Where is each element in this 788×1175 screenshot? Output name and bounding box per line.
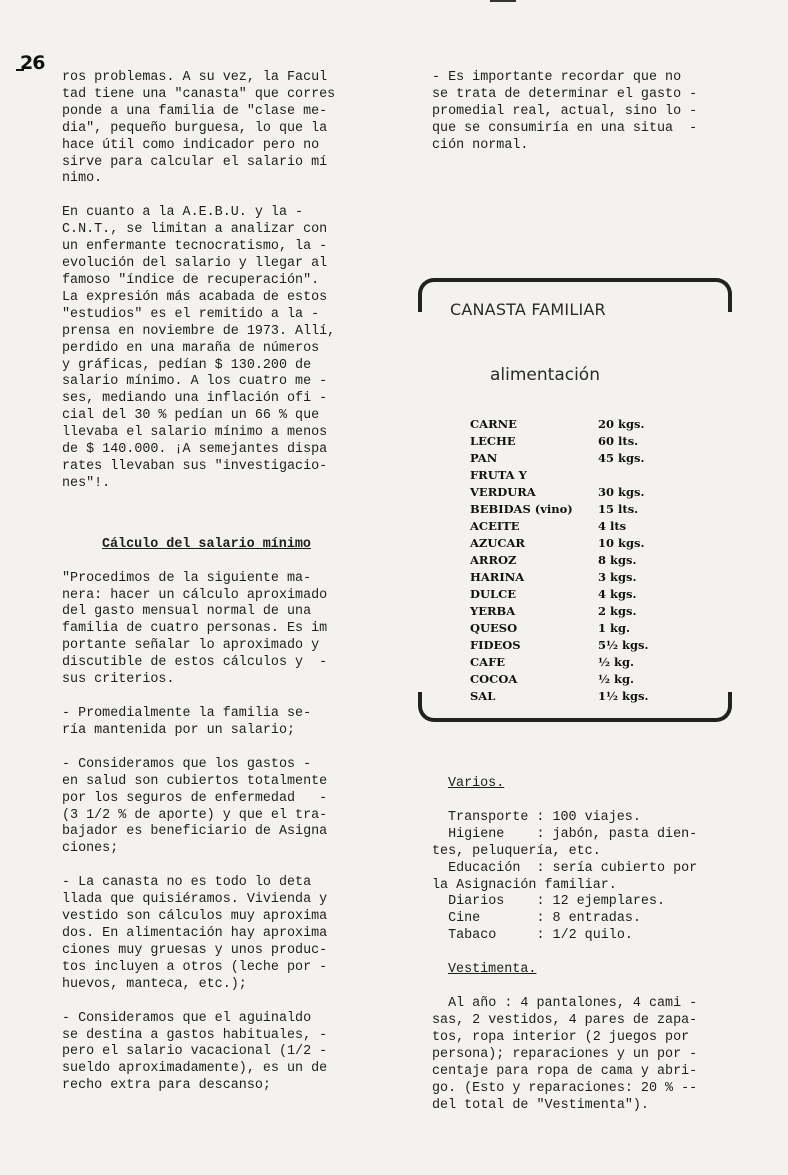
varios-line: Diarios : 12 ejemplares. (432, 894, 666, 910)
food-name: BEBIDAS (vino) (470, 502, 573, 516)
text-line: ponde a una familia de "clase me- (62, 103, 328, 119)
section-heading: Cálculo del salario mínimo (102, 536, 311, 552)
paragraph-aguinaldo (62, 1011, 362, 1096)
text-line: tad tiene una "canasta" que corres (62, 86, 336, 102)
text-line: del gasto mensual normal de una (62, 604, 312, 620)
text-line: - Es importante recordar que no (432, 70, 682, 85)
text-line: se trata de determinar el gasto - (432, 86, 698, 102)
food-name: HARINA (470, 570, 525, 584)
paragraph-promedialmente (62, 706, 362, 740)
left-column (62, 70, 362, 1095)
food-name: VERDURA (470, 485, 536, 499)
text-line: vestido son cálculos muy aproxima (62, 909, 328, 925)
food-quantity: 15 lts. (598, 502, 639, 516)
food-row (470, 552, 718, 569)
text-line: prensa en noviembre de 1973. Allí, (62, 323, 336, 339)
text-line: (3 1/2 % de aporte) y que el tra- (62, 807, 328, 823)
food-table (470, 416, 718, 705)
page-number: 26 (20, 52, 45, 74)
food-name: DULCE (470, 587, 517, 601)
paragraph-aebu (62, 205, 362, 492)
food-row (470, 586, 718, 603)
food-name: ARROZ (470, 553, 517, 567)
text-line: ros problemas. A su vez, la Facul (62, 70, 328, 85)
food-quantity: 4 lts (598, 519, 627, 533)
food-quantity (598, 467, 718, 484)
text-line: recho extra para descanso; (62, 1078, 271, 1094)
varios-line: Transporte : 100 viajes. (448, 809, 641, 825)
text-line: que se consumiría en una situa - (432, 120, 698, 136)
food-name: CARNE (470, 417, 517, 431)
food-row (470, 688, 718, 705)
food-row (470, 671, 718, 688)
food-name: ACEITE (470, 519, 520, 533)
food-name: QUESO (470, 621, 518, 635)
food-row (470, 450, 718, 467)
text-line: En cuanto a la A.E.B.U. y la - (62, 205, 304, 221)
text-line: La expresión más acabada de estos (62, 289, 328, 305)
food-quantity: ½ kg. (598, 672, 635, 686)
food-name: CAFE (470, 655, 506, 669)
food-name: FRUTA Y (470, 468, 527, 482)
vestimenta-line: del total de "Vestimenta"). (432, 1097, 649, 1113)
text-line: sueldo aproximadamente), es un de (62, 1061, 328, 1077)
text-line: salario mínimo. A los cuatro me - (62, 374, 328, 390)
food-row (470, 467, 718, 484)
food-row (470, 535, 718, 552)
text-line: nes"!. (62, 475, 111, 491)
text-line: nera: hacer un cálculo aproximado (62, 587, 328, 603)
food-quantity: 1½ kgs. (598, 689, 649, 703)
food-quantity: ½ kg. (598, 655, 635, 669)
box-subtitle: alimentación (490, 365, 600, 385)
text-line: nimo. (62, 171, 103, 187)
text-line: llevaba el salario mínimo a menos (62, 425, 328, 441)
varios-line: Tabaco : 1/2 quilo. (432, 928, 633, 944)
vestimenta-line: persona); reparaciones y un por - (432, 1046, 698, 1062)
text-line: "estudios" es el remitido a la - (62, 306, 320, 322)
vestimenta-line: sas, 2 vestidos, 4 pares de zapa- (432, 1012, 698, 1028)
food-row (470, 501, 718, 518)
food-quantity: 60 lts. (598, 434, 639, 448)
food-row (470, 569, 718, 586)
text-line: en salud son cubiertos totalmente (62, 773, 328, 789)
food-name: COCOA (470, 672, 518, 686)
text-line: ciones; (62, 841, 119, 857)
varios-line: tes, peluquería, etc. (432, 843, 601, 859)
text-line: evolución del salario y llegar al (62, 256, 328, 272)
food-quantity: 20 kgs. (598, 417, 645, 431)
text-line: ciones muy gruesas y unos produc- (62, 942, 328, 958)
canasta-familiar-box (418, 278, 728, 722)
vestimenta-line: go. (Esto y reparaciones: 20 % -- (432, 1080, 698, 1096)
food-quantity: 4 kgs. (598, 587, 637, 601)
paragraph-procedimos (62, 571, 362, 689)
text-line: y gráficas, pedían $ 130.200 de (62, 357, 312, 373)
vestimenta-heading: Vestimenta. (448, 962, 537, 978)
text-line: discutible de estos cálculos y - (62, 655, 328, 671)
text-line: se destina a gastos habituales, - (62, 1027, 328, 1043)
top-edge-mark (490, 0, 516, 2)
text-line: C.N.T., se limitan a analizar con (62, 222, 328, 238)
text-line: - La canasta no es todo lo deta (62, 875, 312, 891)
text-line: dos. En alimentación hay aproxima (62, 925, 328, 941)
paragraph-salud (62, 757, 362, 858)
food-row (470, 620, 718, 637)
food-name: PAN (470, 451, 498, 465)
right-column-bottom (432, 776, 737, 1114)
right-column-top (432, 70, 737, 155)
text-line: perdido en una maraña de números (62, 340, 320, 356)
box-title: CANASTA FAMILIAR (450, 300, 606, 319)
vestimenta-line: Al año : 4 pantalones, 4 cami - (432, 996, 698, 1012)
varios-line: Educación : sería cubierto por (432, 860, 698, 876)
text-line: sus criterios. (62, 672, 175, 688)
text-line: llada que quisiéramos. Vivienda y (62, 892, 328, 908)
food-name: LECHE (470, 434, 516, 448)
food-row (470, 637, 718, 654)
text-line: - Promedialmente la familia se- (62, 706, 312, 721)
text-line: hace útil como indicador pero no (62, 137, 320, 153)
text-line: pero el salario vacacional (1/2 - (62, 1044, 328, 1060)
varios-heading: Varios. (448, 776, 505, 791)
text-line: tos incluyen a otros (leche por - (62, 959, 328, 975)
food-name: SAL (470, 689, 496, 703)
text-line: - Consideramos que los gastos - (62, 756, 312, 772)
text-line: de $ 140.000. ¡A semejantes dispa (62, 442, 328, 458)
text-line: un enfermante tecnocratismo, la - (62, 239, 328, 255)
food-quantity: 10 kgs. (598, 536, 645, 550)
paragraph-intro (62, 70, 362, 188)
food-quantity: 5½ kgs. (598, 638, 649, 652)
paragraph-canasta (62, 875, 362, 993)
food-quantity: 2 kgs. (598, 604, 637, 618)
text-line: sirve para calcular el salario mí (62, 154, 328, 170)
food-quantity: 30 kgs. (598, 485, 645, 499)
text-line: ción normal. (432, 137, 529, 153)
varios-line: la Asignación familiar. (432, 877, 617, 893)
food-row (470, 416, 718, 433)
varios-line: Cine : 8 entradas. (432, 911, 641, 927)
food-quantity: 8 kgs. (598, 553, 637, 567)
food-name: FIDEOS (470, 638, 521, 652)
food-row (470, 518, 718, 535)
text-line: portante señalar lo aproximado y (62, 638, 320, 654)
text-line: familia de cuatro personas. Es im (62, 621, 328, 637)
text-line: por los seguros de enfermedad - (62, 790, 328, 806)
food-row (470, 654, 718, 671)
text-line: huevos, manteca, etc.); (62, 976, 247, 992)
text-line: ses, mediando una inflación ofi - (62, 391, 328, 407)
varios-line: Higiene : jabón, pasta dien- (432, 826, 698, 842)
text-line: promedial real, actual, sino lo - (432, 103, 698, 119)
food-quantity: 1 kg. (598, 621, 631, 635)
text-line: cial del 30 % pedían un 66 % que (62, 408, 320, 424)
text-line: rates llevaban sus "investigacio- (62, 458, 328, 474)
food-quantity: 45 kgs. (598, 451, 645, 465)
text-line: "Procedimos de la siguiente ma- (62, 570, 312, 586)
food-name: AZUCAR (470, 536, 525, 550)
text-line: - Consideramos que el aguinaldo (62, 1010, 312, 1026)
food-quantity: 3 kgs. (598, 570, 637, 584)
text-line: famoso "índice de recuperación". (62, 272, 320, 288)
food-row (470, 484, 718, 501)
vestimenta-line: tos, ropa interior (2 juegos por (432, 1029, 690, 1045)
food-name: YERBA (470, 604, 516, 618)
text-line: dia", pequeño burguesa, lo que la (62, 120, 328, 136)
text-line: bajador es beneficiario de Asigna (62, 824, 328, 840)
food-row (470, 603, 718, 620)
food-row (470, 433, 718, 450)
text-line: ría mantenida por un salario; (62, 722, 296, 738)
vestimenta-line: centaje para ropa de cama y abri- (432, 1063, 698, 1079)
